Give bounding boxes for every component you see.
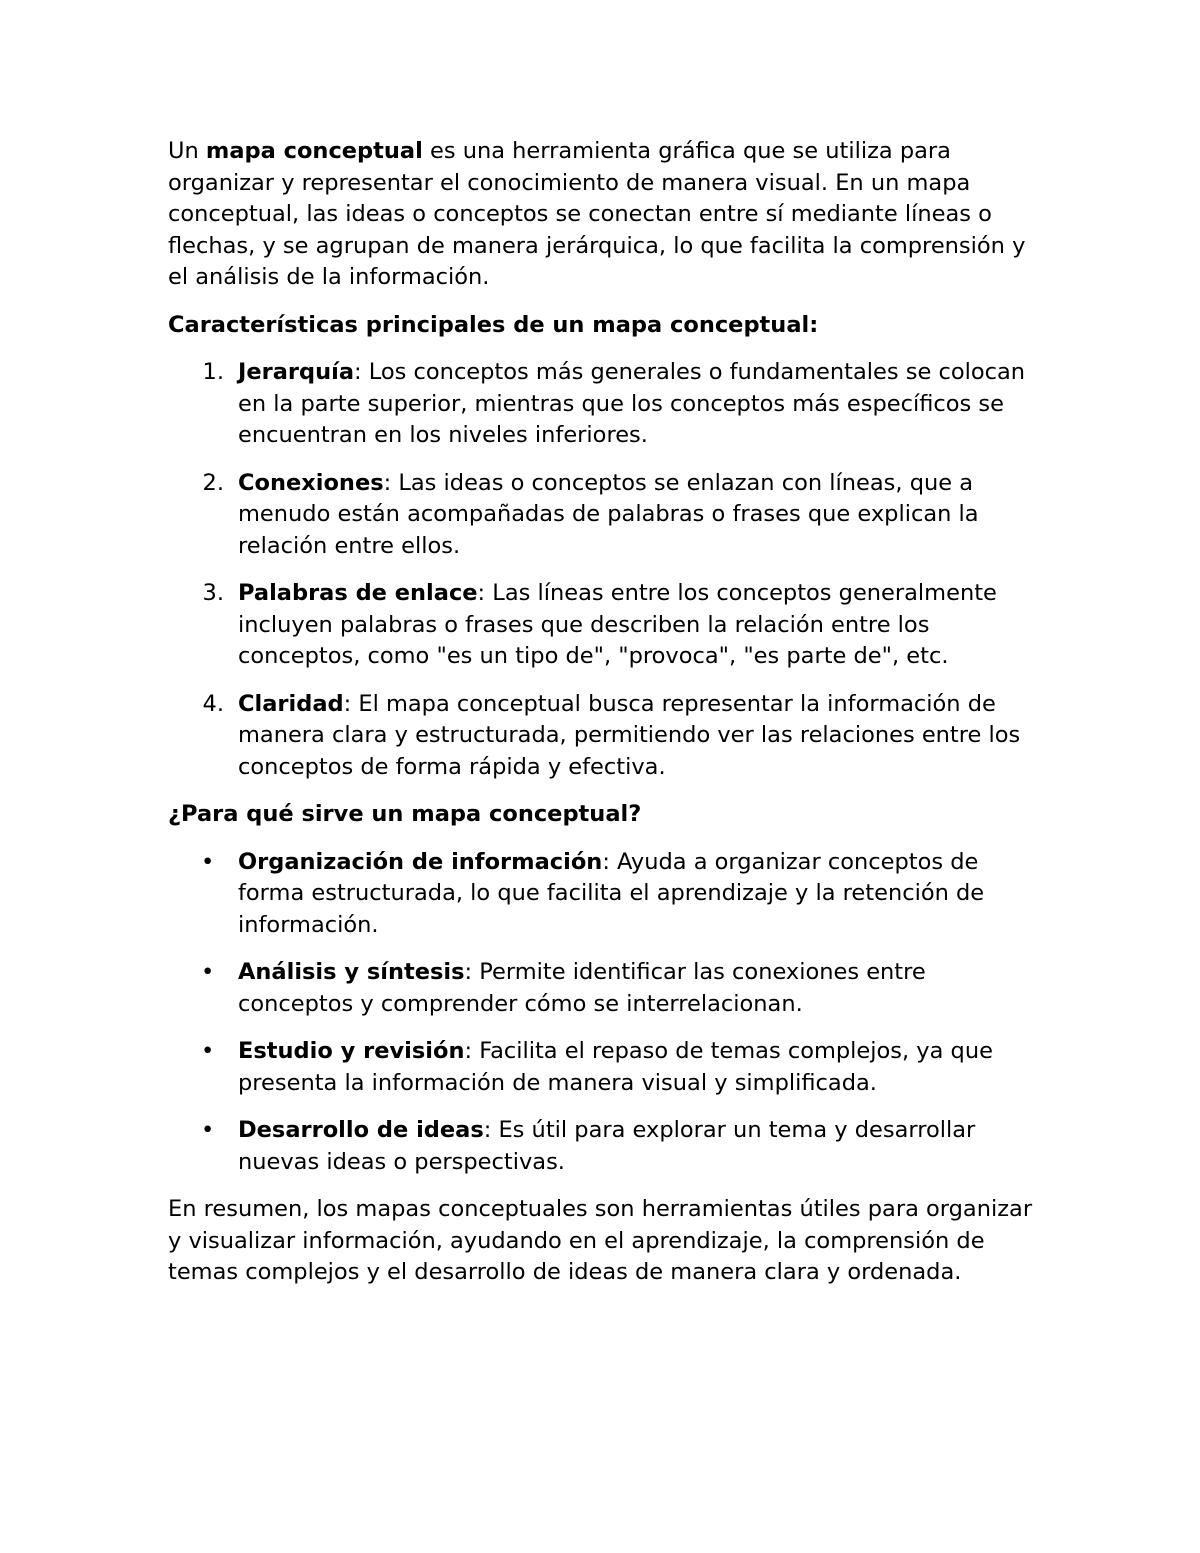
item-text: : Las ideas o conceptos se enlazan con líneas, que a menudo están acompañadas de palabras o frases que explican la relación entre ellos.	[238, 469, 979, 559]
characteristics-heading: Características principales de un mapa conceptual:	[168, 311, 819, 338]
list-item	[168, 468, 1048, 563]
item-term: Desarrollo de ideas	[238, 1117, 484, 1143]
item-term: Organización de información	[238, 848, 603, 875]
item-term: Claridad	[238, 690, 344, 717]
list-number: 1.	[202, 359, 224, 385]
characteristics-list	[168, 357, 1048, 783]
bullet-icon: •	[201, 1038, 215, 1064]
item-text: : Es útil para explorar un tema y desarrollar nuevas ideas o perspectivas.	[238, 1117, 976, 1175]
list-item	[168, 1036, 1048, 1099]
item-term: Estudio y revisión	[238, 1038, 465, 1064]
list-number: 2.	[202, 469, 224, 496]
list-item	[168, 847, 1048, 942]
document-page	[168, 136, 1048, 1305]
intro-text: es una herramienta gráfica que se utiliza para organizar y representar el conocimiento de manera visual. En un mapa conceptual, las ideas o conceptos se conectan entre sí mediante líneas o flechas, y se agrupan de manera jerárquica, lo que facilita la comprensión y el análisis de la información.	[168, 138, 1026, 290]
item-text: : Los conceptos más generales o fundamentales se colocan en la parte superior, mientras que los conceptos más específicos se encuentran en los niveles inferiores.	[238, 359, 1026, 448]
uses-heading: ¿Para qué sirve un mapa conceptual?	[168, 801, 642, 827]
intro-paragraph	[168, 136, 1048, 294]
item-term: Conexiones	[238, 469, 384, 496]
summary-paragraph: En resumen, los mapas conceptuales son herramientas útiles para organizar y visualizar información, ayudando en el aprendizaje, la comprensión de temas complejos y el desarrollo de ideas de manera clara y ordenada.	[168, 1196, 1033, 1285]
item-term: Palabras de enlace	[238, 580, 478, 606]
intro-prefix: Un	[168, 138, 206, 164]
list-item	[168, 957, 1048, 1020]
list-number: 3.	[202, 580, 224, 606]
item-text: : Permite identificar las conexiones entre conceptos y comprender cómo se interrelacionan.	[238, 959, 926, 1017]
item-text: : Ayuda a organizar conceptos de forma estructurada, lo que facilita el aprendizaje y la retención de información.	[238, 848, 985, 938]
list-item	[168, 357, 1048, 452]
intro-term: mapa conceptual	[205, 138, 423, 164]
item-text: : El mapa conceptual busca representar la información de manera clara y estructurada, permitiendo ver las relaciones entre los conceptos de forma rápida y efectiva.	[238, 690, 1021, 780]
list-item	[168, 1115, 1048, 1178]
item-term: Jerarquía	[238, 359, 355, 385]
list-number: 4.	[202, 690, 224, 717]
list-item	[168, 578, 1048, 673]
item-term: Análisis y síntesis	[238, 959, 465, 985]
bullet-icon: •	[201, 1117, 215, 1143]
bullet-icon: •	[201, 848, 215, 875]
item-text: : Las líneas entre los conceptos generalmente incluyen palabras o frases que describen la relación entre los conceptos, como "es un tipo de", "provoca", "es parte de", etc.	[238, 580, 997, 669]
bullet-icon: •	[201, 959, 215, 985]
list-item	[168, 689, 1048, 784]
uses-list	[168, 847, 1048, 1179]
item-text: : Facilita el repaso de temas complejos, ya que presenta la información de manera visual y simplificada.	[238, 1038, 993, 1096]
